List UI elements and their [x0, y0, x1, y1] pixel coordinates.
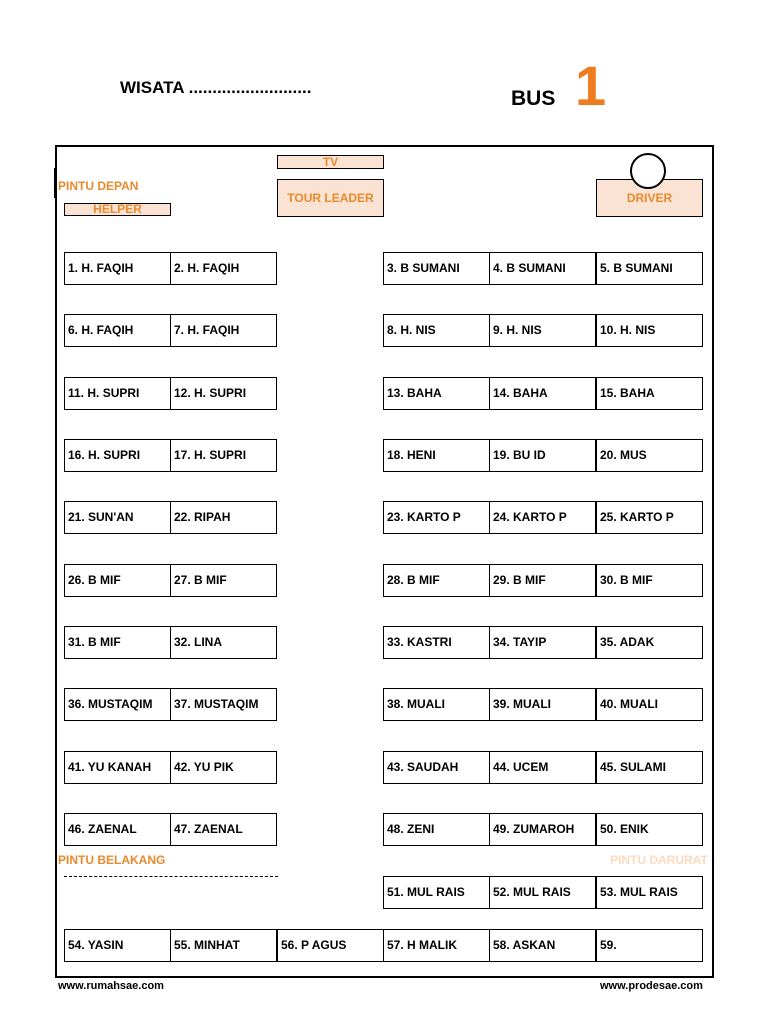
seat[interactable]: 48. ZENI	[383, 813, 490, 846]
seat[interactable]: 40. MUALI	[596, 688, 703, 721]
seat[interactable]: 5. B SUMANI	[596, 252, 703, 285]
seat[interactable]: 36. MUSTAQIM	[64, 688, 171, 721]
seat[interactable]: 8. H. NIS	[383, 314, 490, 347]
seat-57[interactable]: 57. H MALIK	[383, 929, 490, 962]
seat[interactable]: 29. B MIF	[489, 564, 596, 597]
tour-leader-seat: TOUR LEADER	[277, 179, 384, 217]
seat[interactable]: 15. BAHA	[596, 377, 703, 410]
frame-side-mark-left	[54, 168, 56, 198]
seat-53[interactable]: 53. MUL RAIS	[596, 876, 703, 909]
seat-56[interactable]: 56. P AGUS	[277, 929, 384, 962]
bus-number: 1	[575, 54, 607, 117]
seat[interactable]: 44. UCEM	[489, 751, 596, 784]
seat-52[interactable]: 52. MUL RAIS	[489, 876, 596, 909]
seat[interactable]: 20. MUS	[596, 439, 703, 472]
seat[interactable]: 9. H. NIS	[489, 314, 596, 347]
emergency-door-label: PINTU DARURAT	[610, 853, 708, 867]
seat[interactable]: 26. B MIF	[64, 564, 171, 597]
seat-54[interactable]: 54. YASIN	[64, 929, 171, 962]
seat[interactable]: 23. KARTO P	[383, 501, 490, 534]
seat[interactable]: 3. B SUMANI	[383, 252, 490, 285]
seat[interactable]: 19. BU ID	[489, 439, 596, 472]
seat[interactable]: 30. B MIF	[596, 564, 703, 597]
seat-55[interactable]: 55. MINHAT	[170, 929, 277, 962]
trip-title: WISATA ..........................	[120, 78, 312, 97]
seat-51[interactable]: 51. MUL RAIS	[383, 876, 490, 909]
seat[interactable]: 14. BAHA	[489, 377, 596, 410]
seat[interactable]: 35. ADAK	[596, 626, 703, 659]
seat[interactable]: 37. MUSTAQIM	[170, 688, 277, 721]
driver-seat: DRIVER	[596, 179, 703, 217]
seat[interactable]: 43. SAUDAH	[383, 751, 490, 784]
steering-wheel-icon	[630, 153, 666, 189]
seat[interactable]: 12. H. SUPRI	[170, 377, 277, 410]
seat[interactable]: 13. BAHA	[383, 377, 490, 410]
seat[interactable]: 1. H. FAQIH	[64, 252, 171, 285]
seat-59[interactable]: 59.	[596, 929, 703, 962]
seat[interactable]: 39. MUALI	[489, 688, 596, 721]
seat[interactable]: 32. LINA	[170, 626, 277, 659]
back-door-label: PINTU BELAKANG	[58, 853, 166, 867]
helper-seat: HELPER	[64, 203, 171, 216]
seat-58[interactable]: 58. ASKAN	[489, 929, 596, 962]
seat[interactable]: 50. ENIK	[596, 813, 703, 846]
seat[interactable]: 28. B MIF	[383, 564, 490, 597]
seat[interactable]: 49. ZUMAROH	[489, 813, 596, 846]
seat[interactable]: 17. H. SUPRI	[170, 439, 277, 472]
seat[interactable]: 27. B MIF	[170, 564, 277, 597]
seat[interactable]: 41. YU KANAH	[64, 751, 171, 784]
seat[interactable]: 18. HENI	[383, 439, 490, 472]
seat[interactable]: 38. MUALI	[383, 688, 490, 721]
seat[interactable]: 24. KARTO P	[489, 501, 596, 534]
bus-label: BUS	[511, 87, 556, 110]
seat[interactable]: 22. RIPAH	[170, 501, 277, 534]
seat[interactable]: 45. SULAMI	[596, 751, 703, 784]
seat[interactable]: 4. B SUMANI	[489, 252, 596, 285]
seat[interactable]: 2. H. FAQIH	[170, 252, 277, 285]
front-door-label: PINTU DEPAN	[58, 179, 139, 193]
seat[interactable]: 31. B MIF	[64, 626, 171, 659]
footer-left-url[interactable]: www.rumahsae.com	[58, 980, 164, 992]
seat[interactable]: 6. H. FAQIH	[64, 314, 171, 347]
seat[interactable]: 11. H. SUPRI	[64, 377, 171, 410]
frame-side-mark-right	[712, 168, 714, 198]
seat[interactable]: 33. KASTRI	[383, 626, 490, 659]
seat[interactable]: 46. ZAENAL	[64, 813, 171, 846]
seat[interactable]: 21. SUN'AN	[64, 501, 171, 534]
seat[interactable]: 7. H. FAQIH	[170, 314, 277, 347]
seat[interactable]: 42. YU PIK	[170, 751, 277, 784]
seat[interactable]: 25. KARTO P	[596, 501, 703, 534]
seat[interactable]: 34. TAYIP	[489, 626, 596, 659]
seat[interactable]: 16. H. SUPRI	[64, 439, 171, 472]
footer-right-url[interactable]: www.prodesae.com	[600, 980, 703, 992]
seat[interactable]: 47. ZAENAL	[170, 813, 277, 846]
tv-box: TV	[277, 155, 384, 169]
seat[interactable]: 10. H. NIS	[596, 314, 703, 347]
back-door-line	[64, 876, 278, 877]
